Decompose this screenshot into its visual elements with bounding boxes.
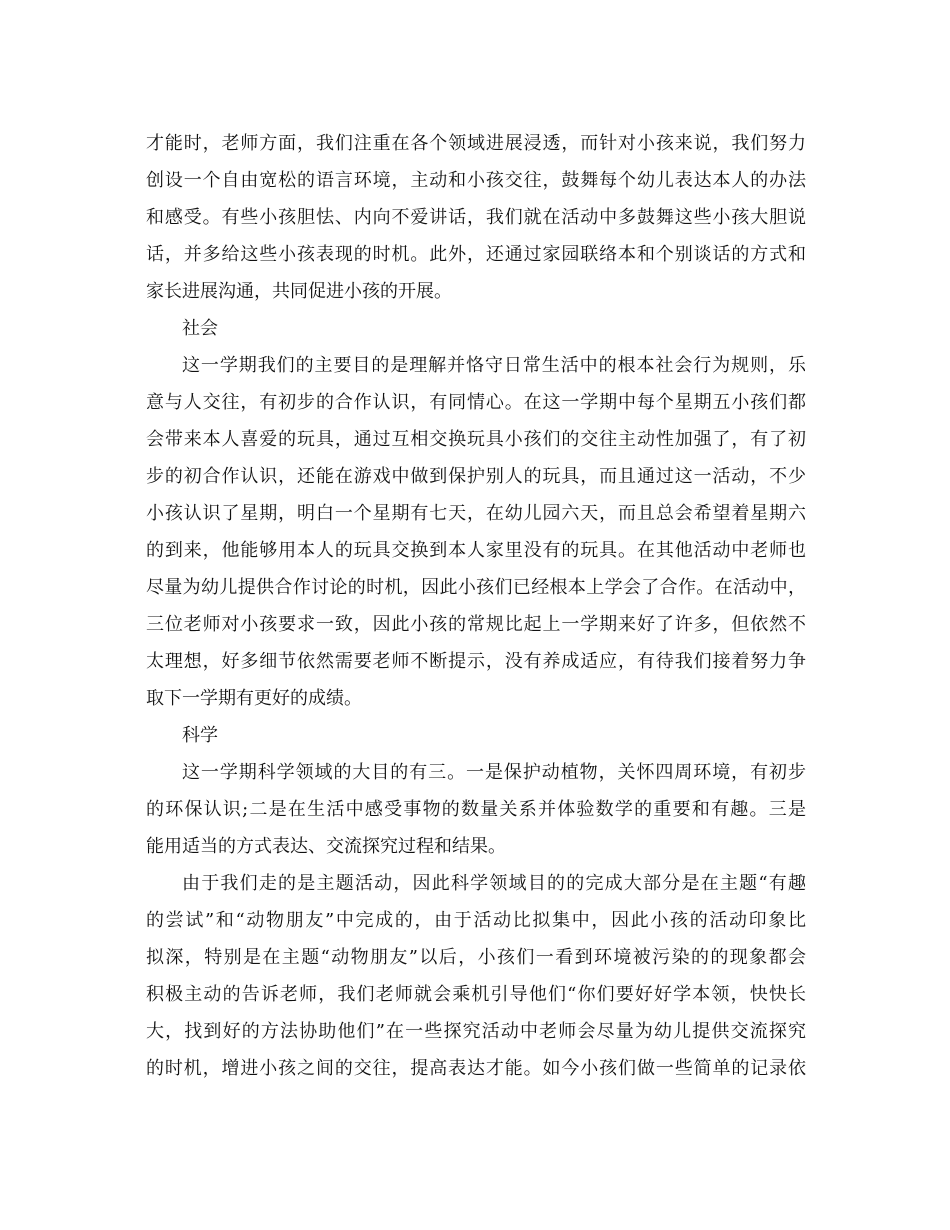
document-body xyxy=(146,125,806,1087)
section-heading: 科学 xyxy=(182,725,218,746)
text-line: 会带来本人喜爱的玩具，通过互相交换玩具小孩们的交往主动性加强了，有了初 xyxy=(146,429,806,450)
text-line: 家长进展沟通，共同促进小孩的开展。 xyxy=(146,281,452,302)
section-heading: 社会 xyxy=(182,318,218,339)
text-line: 能用适当的方式表达、交流探究过程和结果。 xyxy=(146,836,506,857)
text-line: 才能时，老师方面，我们注重在各个领域进展浸透，而针对小孩来说，我们努力 xyxy=(146,133,806,154)
text-line: 和感受。有些小孩胆怯、内向不爱讲话，我们就在活动中多鼓舞这些小孩大胆说 xyxy=(146,207,806,228)
text-line: 创设一个自由宽松的语言环境，主动和小孩交往，鼓舞每个幼儿表达本人的办法 xyxy=(146,170,806,191)
text-line: 拟深，特别是在主题“动物朋友”以后，小孩们一看到环境被污染的的现象都会 xyxy=(146,947,806,968)
text-line: 由于我们走的是主题活动，因此科学领域目的的完成大部分是在主题“有趣 xyxy=(182,873,806,894)
text-line: 意与人交往，有初步的合作认识，有同情心。在这一学期中每个星期五小孩们都 xyxy=(146,392,806,413)
text-line: 这一学期科学领域的大目的有三。一是保护动植物，关怀四周环境，有初步 xyxy=(182,762,806,783)
text-line: 这一学期我们的主要目的是理解并恪守日常生活中的根本社会行为规则，乐 xyxy=(182,355,806,376)
text-line: 三位老师对小孩要求一致，因此小孩的常规比起上一学期来好了许多，但依然不 xyxy=(146,614,806,635)
text-line: 大，找到好的方法协助他们”在一些探究活动中老师会尽量为幼儿提供交流探究 xyxy=(146,1021,806,1042)
text-line: 取下一学期有更好的成绩。 xyxy=(146,688,362,709)
text-line: 的到来，他能够用本人的玩具交换到本人家里没有的玩具。在其他活动中老师也 xyxy=(146,540,806,561)
text-line: 话，并多给这些小孩表现的时机。此外，还通过家园联络本和个别谈话的方式和 xyxy=(146,244,806,265)
text-line: 的时机，增进小孩之间的交往，提高表达才能。如今小孩们做一些简单的记录依 xyxy=(146,1058,806,1079)
text-line: 小孩认识了星期，明白一个星期有七天，在幼儿园六天，而且总会希望着星期六 xyxy=(146,503,806,524)
text-line: 太理想，好多细节依然需要老师不断提示，没有养成适应，有待我们接着努力争 xyxy=(146,651,806,672)
text-line: 的尝试”和“动物朋友”中完成的，由于活动比拟集中，因此小孩的活动印象比 xyxy=(146,910,806,931)
text-line: 尽量为幼儿提供合作讨论的时机，因此小孩们已经根本上学会了合作。在活动中， xyxy=(146,577,806,598)
text-line: 步的初合作认识，还能在游戏中做到保护别人的玩具，而且通过这一活动，不少 xyxy=(146,466,806,487)
text-line: 的环保认识;二是在生活中感受事物的数量关系并体验数学的重要和有趣。三是 xyxy=(146,799,806,820)
text-line: 积极主动的告诉老师，我们老师就会乘机引导他们“你们要好好学本领，快快长 xyxy=(146,984,806,1005)
